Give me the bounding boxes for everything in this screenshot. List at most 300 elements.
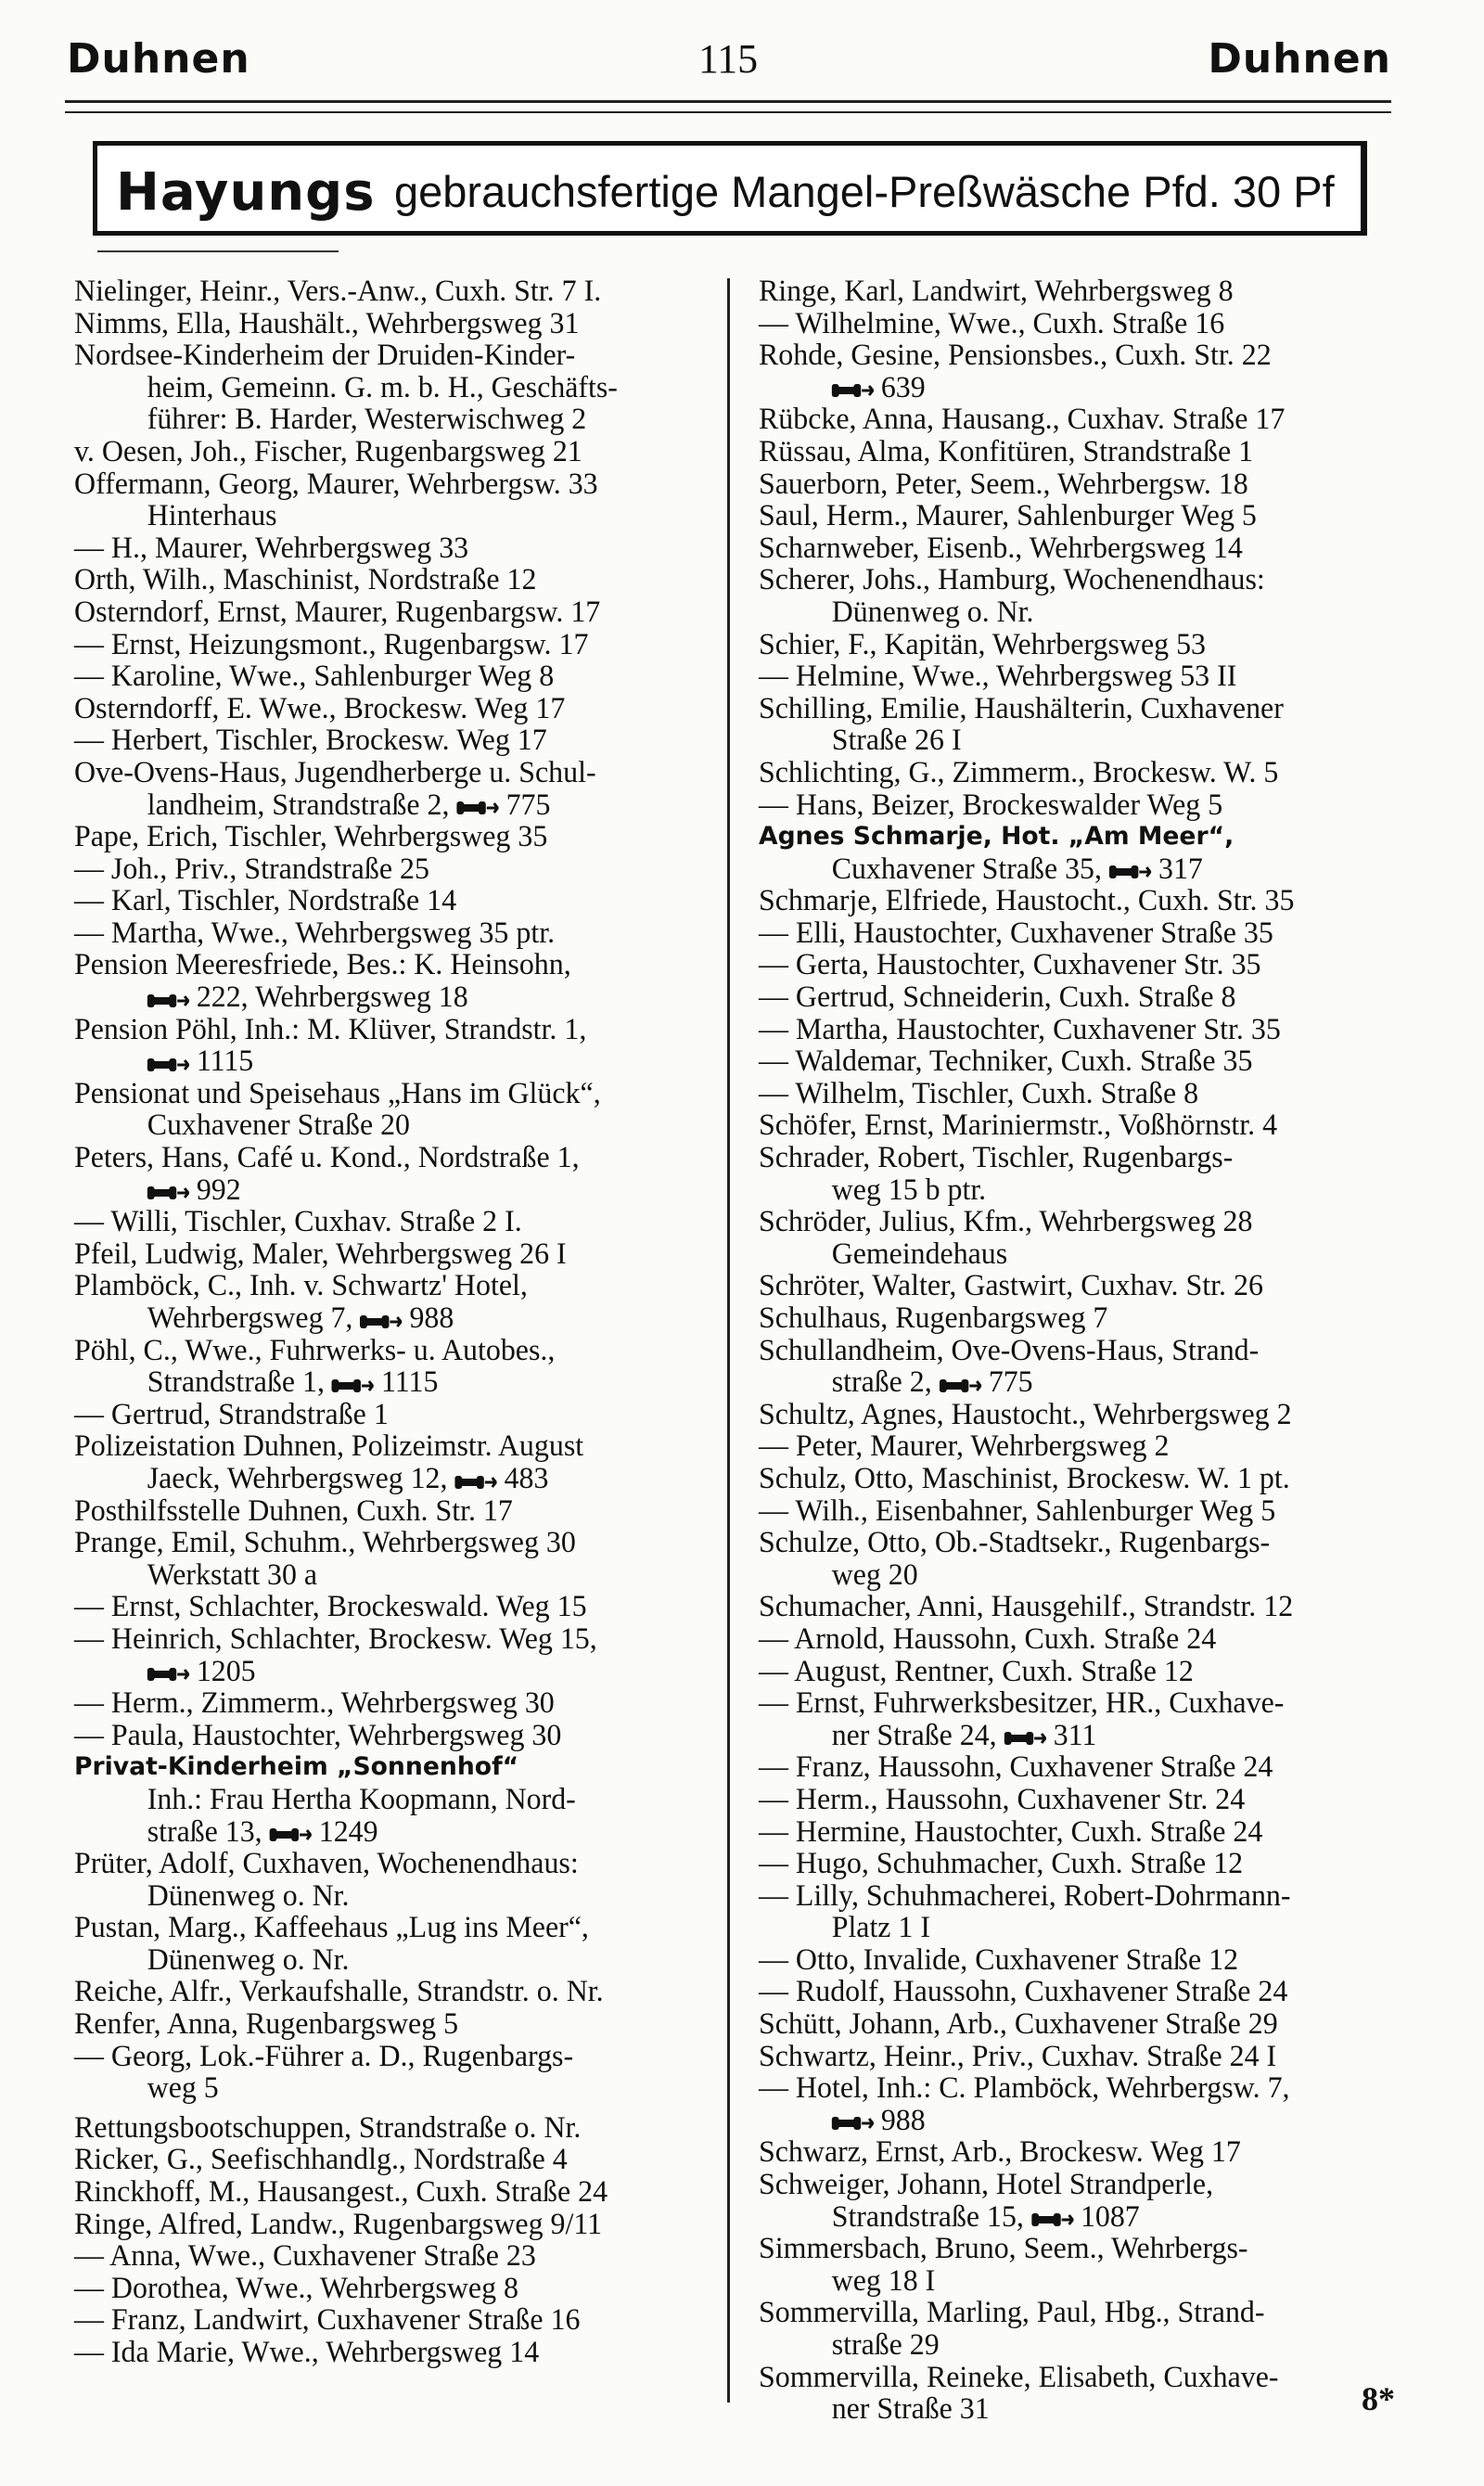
directory-entry-line <box>759 500 1399 532</box>
telephone-icon <box>270 1827 312 1840</box>
directory-entry-line <box>759 1238 1398 1271</box>
telephone-icon <box>147 993 189 1006</box>
entry-text: weg 18 I <box>831 2263 936 2298</box>
entry-text: — Hermine, Haustochter, Cuxh. Straße 24 <box>759 1814 1263 1849</box>
phone-number: 1205 <box>196 1654 256 1688</box>
directory-entry-line <box>74 2112 714 2145</box>
directory-entry-line <box>759 340 1399 372</box>
entry-text: — Anna, Wwe., Cuxhavener Straße 23 <box>74 2239 536 2274</box>
entry-text: Scherer, Johs., Hamburg, Wochenendhaus: <box>759 563 1265 597</box>
directory-entry-line <box>759 757 1399 789</box>
directory-entry-line <box>759 981 1399 1014</box>
phone-number: 1115 <box>381 1365 439 1400</box>
directory-entry-line <box>74 1142 714 1174</box>
directory-entry-line <box>759 2008 1399 2041</box>
entry-text: — Franz, Haussohn, Cuxhavener Straße 24 <box>759 1750 1273 1785</box>
column-divider <box>727 278 730 2403</box>
directory-entry-line <box>74 724 714 757</box>
directory-entry-line <box>759 1751 1399 1784</box>
entry-text: Pension Pöhl, Inh.: M. Klüver, Strandstr. 1, <box>74 1012 587 1046</box>
entry-text: — Elli, Haustochter, Cuxhavener Straße 35 <box>759 916 1273 950</box>
entry-text: Sommervilla, Marling, Paul, Hbg., Strand- <box>759 2296 1265 2330</box>
entry-text: Dünenweg o. Nr. <box>147 1878 350 1913</box>
directory-entry-line <box>74 1078 714 1110</box>
telephone-icon <box>1109 865 1151 878</box>
entry-text: Schrader, Robert, Tischler, Rugenbargs- <box>759 1141 1234 1175</box>
directory-entry-line <box>759 1720 1398 1752</box>
directory-entry-line <box>74 2304 714 2337</box>
entry-text: Schwarz, Ernst, Arb., Brockesw. Weg 17 <box>759 2135 1241 2170</box>
entry-text: Ricker, G., Seefischhandlg., Nordstraße 4 <box>74 2143 568 2177</box>
entry-text: Renfer, Anna, Rugenbargsweg 5 <box>74 2007 459 2042</box>
directory-entry-line <box>74 2144 714 2176</box>
telephone-icon <box>1031 2212 1073 2225</box>
telephone-icon <box>360 1314 402 1327</box>
entry-text: Osterndorf, Ernst, Maurer, Rugenbargsw. 17 <box>74 595 601 629</box>
directory-entry-line <box>759 724 1398 757</box>
directory-entry-line <box>74 2240 714 2273</box>
entry-text: — Helmine, Wwe., Wehrbergsweg 53 II <box>759 660 1237 694</box>
directory-entry-line <box>759 1463 1399 1495</box>
directory-entry-line <box>74 1912 714 1944</box>
signature-mark: 8* <box>1362 2380 1395 2417</box>
directory-entry-line <box>74 2273 714 2305</box>
directory-entry-line <box>759 885 1399 917</box>
phone-number: 1087 <box>1080 2199 1140 2234</box>
entry-text: — Lilly, Schuhmacherei, Robert-Dohrmann- <box>759 1878 1291 1913</box>
entry-text: Rohde, Gesine, Pensionsbes., Cuxh. Str. 22 <box>759 339 1272 373</box>
entry-text: — Waldemar, Techniker, Cuxh. Straße 35 <box>759 1044 1253 1079</box>
directory-entry-line <box>759 2072 1399 2105</box>
telephone-icon <box>147 1667 189 1680</box>
directory-entry-line <box>74 276 714 308</box>
entry-text: Pöhl, C., Wwe., Fuhrwerks- u. Autobes., <box>74 1333 556 1367</box>
entry-text: Schlichting, G., Zimmerm., Brockesw. W. 5 <box>759 755 1279 789</box>
entry-text: Ove-Ovens-Haus, Jugendherberge u. Schul- <box>74 755 596 789</box>
entry-text: Saul, Herm., Maurer, Sahlenburger Weg 5 <box>759 499 1257 533</box>
entry-text: Hinterhaus <box>147 499 277 533</box>
entry-text: — Karoline, Wwe., Sahlenburger Weg 8 <box>74 660 555 694</box>
directory-entry-line <box>759 1430 1399 1463</box>
phone-number: 775 <box>505 788 551 822</box>
directory-entry-line <box>74 340 714 372</box>
entry-text: — Herm., Zimmerm., Wehrbergsweg 30 <box>74 1686 555 1721</box>
entry-text: Schulz, Otto, Maschinist, Brockesw. W. 1 pt. <box>759 1461 1290 1495</box>
directory-entry-line <box>74 949 714 981</box>
entry-text: Schullandheim, Ove-Ovens-Haus, Strand- <box>759 1333 1260 1367</box>
directory-entry-line <box>74 1238 714 1271</box>
entry-text: — Herm., Haussohn, Cuxhavener Str. 24 <box>759 1782 1246 1816</box>
directory-entry-line <box>759 2329 1398 2362</box>
entry-text: Simmersbach, Bruno, Seem., Wehrbergs- <box>759 2232 1248 2266</box>
telephone-icon <box>1004 1731 1046 1744</box>
entry-text: straße 2, <box>831 1365 932 1400</box>
entry-text: straße 29 <box>831 2328 940 2362</box>
entry-text: weg 20 <box>831 1557 918 1592</box>
phone-number: 775 <box>988 1365 1033 1400</box>
directory-entry-line <box>759 468 1399 501</box>
entry-text: v. Oesen, Joh., Fischer, Rugenbargsweg 21 <box>74 434 582 468</box>
directory-entry-line <box>74 1751 714 1784</box>
entry-text: Cuxhavener Straße 35, <box>831 852 1102 886</box>
entry-text: — Rudolf, Haussohn, Cuxhavener Straße 24 <box>759 1975 1288 2009</box>
entry-text: Pape, Erich, Tischler, Wehrbergsweg 35 <box>74 820 548 854</box>
telephone-icon <box>332 1378 374 1391</box>
entry-text: Prüter, Adolf, Cuxhaven, Wochenendhaus: <box>74 1847 579 1881</box>
entry-text: — H., Maurer, Wehrbergsweg 33 <box>74 531 469 565</box>
directory-entry-line <box>74 885 714 917</box>
entry-text: — Paula, Haustochter, Wehrbergsweg 30 <box>74 1718 562 1752</box>
entry-text: Schilling, Emilie, Haushälterin, Cuxhavener <box>759 691 1284 725</box>
directory-entry-line <box>74 2337 714 2369</box>
entry-text: Nordsee-Kinderheim der Druiden-Kinder- <box>74 339 576 373</box>
entry-text: Ringe, Karl, Landwirt, Wehrbergsweg 8 <box>759 275 1234 308</box>
entry-text: Pensionat und Speisehaus „Hans im Glück“, <box>74 1076 601 1110</box>
directory-entry-line <box>74 500 713 532</box>
entry-text: Inh.: Frau Hertha Koopmann, Nord- <box>147 1782 576 1816</box>
phone-number: 992 <box>196 1173 241 1207</box>
entry-text: — Hotel, Inh.: C. Plamböck, Wehrbergsw. 7, <box>759 2071 1290 2106</box>
entry-text: Scharnweber, Eisenb., Wehrbergsweg 14 <box>759 531 1243 565</box>
entry-text: Offermann, Georg, Maurer, Wehrbergsw. 33 <box>74 467 598 501</box>
telephone-icon <box>147 1057 189 1070</box>
entry-text: — August, Rentner, Cuxh. Straße 12 <box>759 1654 1194 1688</box>
directory-entry-line <box>74 1687 714 1720</box>
directory-entry-line <box>74 2176 714 2209</box>
entry-text: Rettungsbootschuppen, Strandstraße o. Nr. <box>74 2110 582 2145</box>
phone-number: 311 <box>1053 1718 1097 1752</box>
directory-entry-line <box>74 2072 713 2105</box>
entry-text: Schier, F., Kapitän, Wehrbergsweg 53 <box>759 627 1207 661</box>
directory-entry-line <box>759 1880 1399 1913</box>
entry-text: Wehrbergsweg 7, <box>147 1301 353 1335</box>
entry-text: heim, Gemeinn. G. m. b. H., Geschäfts- <box>147 370 618 404</box>
directory-entry-line <box>759 532 1399 565</box>
entry-text: landheim, Strandstraße 2, <box>147 788 450 822</box>
directory-entry-line <box>759 1816 1399 1849</box>
entry-text: weg 5 <box>147 2071 219 2106</box>
phone-number: 988 <box>409 1301 454 1335</box>
entry-text: — Ernst, Fuhrwerksbesitzer, HR., Cuxhave- <box>759 1686 1285 1721</box>
header-rule-thin <box>65 111 1391 113</box>
directory-entry-line <box>759 2201 1398 2234</box>
entry-text: Agnes Schmarje, Hot. „Am Meer“, <box>759 822 1235 852</box>
entry-text: — Wilhelmine, Wwe., Cuxh. Straße 16 <box>759 306 1225 340</box>
directory-entry-line <box>759 2362 1399 2394</box>
ad-underline <box>97 250 339 252</box>
entry-text: — Joh., Priv., Strandstraße 25 <box>74 852 429 886</box>
directory-entry-line <box>74 1430 714 1463</box>
directory-entry-line <box>74 436 714 468</box>
entry-text: Dünenweg o. Nr. <box>147 1942 350 1977</box>
entry-text: Nielinger, Heinr., Vers.-Anw., Cuxh. Str. 7 I. <box>74 275 602 308</box>
directory-entry-line <box>759 1206 1399 1238</box>
directory-entry-line <box>759 1944 1399 1977</box>
entry-text: Pension Meeresfriede, Bes.: K. Heinsohn, <box>74 948 571 982</box>
directory-entry-line <box>74 1848 714 1880</box>
entry-text: führer: B. Harder, Westerwischweg 2 <box>147 403 587 437</box>
entry-text: Peters, Hans, Café u. Kond., Nordstraße 1, <box>74 1141 580 1175</box>
phone-number: 483 <box>504 1461 549 1495</box>
entry-text: Schweiger, Johann, Hotel Strandperle, <box>759 2168 1214 2202</box>
directory-entry-line <box>759 1366 1398 1399</box>
directory-entry-line <box>74 1045 713 1078</box>
directory-entry-line <box>759 853 1398 886</box>
phone-number: 988 <box>880 2103 926 2137</box>
entry-text: ner Straße 24, <box>831 1718 997 1752</box>
header-rule <box>65 100 1391 103</box>
directory-entry-line <box>759 660 1399 693</box>
directory-entry-line <box>759 404 1399 436</box>
entry-text: — Willi, Tischler, Cuxhav. Straße 2 I. <box>74 1205 522 1239</box>
directory-entry-line <box>759 1142 1399 1174</box>
entry-text: Reiche, Alfr., Verkaufshalle, Strandstr. o. Nr. <box>74 1975 604 2009</box>
entry-text: Jaeck, Wehrbergsweg 12, <box>147 1461 448 1495</box>
left-column <box>74 276 723 2369</box>
entry-text: — Dorothea, Wwe., Wehrbergsweg 8 <box>74 2271 519 2305</box>
telephone-icon <box>832 2116 874 2129</box>
entry-text: Privat-Kinderheim „Sonnenhof“ <box>74 1752 519 1782</box>
entry-text: Osterndorff, E. Wwe., Brockesw. Weg 17 <box>74 691 566 725</box>
entry-text: Schöfer, Ernst, Mariniermstr., Voßhörnstr. 4 <box>759 1108 1278 1143</box>
entry-text: Plamböck, C., Inh. v. Schwartz' Hotel, <box>74 1269 528 1303</box>
phone-number: 1249 <box>318 1814 378 1849</box>
directory-entry-line <box>759 1302 1399 1335</box>
entry-text: Platz 1 I <box>831 1911 930 1945</box>
entry-text: — Ernst, Heizungsmont., Rugenbargsw. 17 <box>74 627 589 661</box>
right-column <box>759 276 1408 2426</box>
entry-text: — Hugo, Schuhmacher, Cuxh. Straße 12 <box>759 1847 1244 1881</box>
directory-entry-line <box>74 1463 713 1495</box>
directory-entry-line <box>759 596 1398 629</box>
entry-text: Nimms, Ella, Haushält., Wehrbergsweg 31 <box>74 306 580 340</box>
directory-entry-line <box>759 693 1399 725</box>
entry-text: — Ida Marie, Wwe., Wehrbergsweg 14 <box>74 2336 540 2369</box>
phone-number: 639 <box>880 370 926 404</box>
directory-entry-line <box>759 1399 1399 1431</box>
directory-entry-line <box>759 821 1399 853</box>
directory-entry-line <box>759 2105 1398 2137</box>
entry-text: — Gertrud, Strandstraße 1 <box>74 1397 389 1431</box>
directory-entry-line <box>74 853 714 886</box>
entry-text: Cuxhavener Straße 20 <box>147 1108 410 1143</box>
directory-entry-line <box>759 2297 1399 2329</box>
directory-entry-line <box>759 1270 1399 1302</box>
entry-text: Strandstraße 1, <box>147 1365 325 1400</box>
telephone-icon <box>147 1185 189 1198</box>
page-header <box>65 35 1391 91</box>
directory-entry-line <box>759 1045 1399 1078</box>
entry-text: Dünenweg o. Nr. <box>831 595 1034 629</box>
telephone-icon <box>456 801 498 814</box>
directory-entry-line <box>74 1495 714 1528</box>
ad-brand: Hayungs <box>116 162 376 223</box>
entry-text: — Heinrich, Schlachter, Brockesw. Weg 15, <box>74 1621 597 1656</box>
entry-text: Schröter, Walter, Gastwirt, Cuxhav. Str. 26 <box>759 1269 1263 1303</box>
directory-entry-line <box>759 1495 1399 1528</box>
directory-entry-line <box>759 1014 1399 1046</box>
directory-entry-line <box>74 981 713 1014</box>
directory-entry-line <box>74 1109 713 1142</box>
directory-entry-line <box>74 693 714 725</box>
directory-entry-line <box>759 1687 1399 1720</box>
entry-text: straße 13, <box>147 1814 262 1849</box>
directory-entry-line <box>74 468 714 501</box>
directory-entry-line <box>74 1784 713 1816</box>
entry-text: — Peter, Maurer, Wehrbergsweg 2 <box>759 1429 1170 1464</box>
entry-text: Straße 26 I <box>831 724 962 758</box>
directory-entry-line <box>759 1591 1399 1623</box>
advertisement-box <box>93 141 1367 236</box>
entry-text: — Hans, Beizer, Brockeswalder Weg 5 <box>759 788 1223 822</box>
entry-text: Pfeil, Ludwig, Maler, Wehrbergsweg 26 I <box>74 1237 567 1271</box>
entry-text: Prange, Emil, Schuhm., Wehrbergsweg 30 <box>74 1526 576 1560</box>
entry-text: Ringe, Alfred, Landw., Rugenbargsweg 9/11 <box>74 2207 603 2241</box>
directory-entry-line <box>74 1527 714 1559</box>
directory-entry-line <box>74 1976 714 2008</box>
directory-entry-line <box>759 2233 1399 2265</box>
telephone-icon <box>454 1475 496 1488</box>
directory-entry-line <box>759 789 1399 822</box>
directory-entry-line <box>74 821 714 853</box>
entry-text: Schultz, Agnes, Haustocht., Wehrbergsweg 2 <box>759 1397 1292 1431</box>
phone-number: 317 <box>1158 852 1203 886</box>
directory-entry-line <box>74 757 714 789</box>
entry-text: Schwartz, Heinr., Priv., Cuxhav. Straße 24 I <box>759 2039 1277 2073</box>
directory-entry-line <box>74 2008 714 2041</box>
directory-entry-line <box>759 1623 1399 1656</box>
entry-text: Pustan, Marg., Kaffeehaus „Lug ins Meer“, <box>74 1911 589 1945</box>
phone-number: 1115 <box>196 1044 254 1079</box>
directory-entry-line <box>759 1848 1399 1880</box>
directory-entry-line <box>759 629 1399 661</box>
directory-entry-line <box>74 1720 714 1752</box>
telephone-icon <box>832 383 874 396</box>
directory-entry-line <box>74 532 714 565</box>
entry-text: Rübcke, Anna, Hausang., Cuxhav. Straße 17 <box>759 403 1286 437</box>
directory-entry-line <box>74 1880 713 1913</box>
directory-entry-line <box>74 308 714 340</box>
directory-entry-line <box>74 1591 714 1623</box>
directory-entry-line <box>759 2041 1399 2073</box>
directory-entry-line <box>759 1335 1399 1367</box>
directory-entry-line <box>759 2136 1399 2169</box>
directory-entry-line <box>759 564 1399 596</box>
directory-entry-line <box>759 308 1399 340</box>
directory-entry-line <box>759 1109 1399 1142</box>
entry-text: Schmarje, Elfriede, Haustocht., Cuxh. Str. 35 <box>759 884 1295 918</box>
entry-text: Schröder, Julius, Kfm., Wehrbergsweg 28 <box>759 1205 1253 1239</box>
directory-entry-line <box>74 1174 713 1207</box>
directory-entry-line <box>74 1366 713 1399</box>
directory-entry-line <box>759 276 1399 308</box>
directory-entry-line <box>759 1976 1399 2008</box>
entry-text: Sauerborn, Peter, Seem., Wehrbergsw. 18 <box>759 467 1248 501</box>
entry-text: Strandstraße 15, <box>831 2199 1024 2234</box>
entry-text: — Karl, Tischler, Nordstraße 14 <box>74 884 457 918</box>
directory-entry-line <box>759 1784 1399 1816</box>
entry-text: — Martha, Haustochter, Cuxhavener Str. 35 <box>759 1012 1281 1046</box>
directory-entry-line <box>74 2209 714 2241</box>
directory-entry-line <box>759 372 1398 404</box>
telephone-icon <box>940 1378 981 1391</box>
entry-text: Rüssau, Alma, Konfitüren, Strandstraße 1 <box>759 434 1254 468</box>
entry-text: Sommervilla, Reineke, Elisabeth, Cuxhave- <box>759 2360 1279 2394</box>
entry-text: Schulze, Otto, Ob.-Stadtsekr., Rugenbargs- <box>759 1526 1271 1560</box>
ad-text: gebrauchsfertige Mangel-Preßwäsche Pfd. 30 Pf <box>394 167 1335 216</box>
entry-text: — Ernst, Schlachter, Brockeswald. Weg 15 <box>74 1590 587 1624</box>
entry-text: Schulhaus, Rugenbargsweg 7 <box>759 1301 1108 1335</box>
directory-entry-line <box>759 1527 1399 1559</box>
entry-text: — Martha, Wwe., Wehrbergsweg 35 ptr. <box>74 916 556 950</box>
directory-entry-line <box>759 2265 1398 2298</box>
directory-entry-line <box>74 372 713 404</box>
directory-entry-line <box>759 1078 1399 1110</box>
directory-entry-line <box>759 436 1399 468</box>
directory-entry-line <box>759 1174 1398 1207</box>
directory-entry-line <box>74 564 714 596</box>
directory-entry-line <box>74 1302 713 1335</box>
entry-text: — Otto, Invalide, Cuxhavener Straße 12 <box>759 1942 1239 1977</box>
entry-text: Schütt, Johann, Arb., Cuxhavener Straße 29 <box>759 2007 1278 2042</box>
entry-text: ner Straße 31 <box>831 2392 990 2427</box>
directory-entry-line <box>759 917 1399 950</box>
entry-text: — Herbert, Tischler, Brockesw. Weg 17 <box>74 724 547 758</box>
entry-text: — Arnold, Haussohn, Cuxh. Straße 24 <box>759 1621 1217 1656</box>
directory-entry-line <box>74 1816 713 1849</box>
directory-entry-line <box>74 2041 714 2073</box>
directory-entry-line <box>759 2393 1398 2426</box>
directory-entry-line <box>74 1399 714 1431</box>
entry-text: — Wilh., Eisenbahner, Sahlenburger Weg 5 <box>759 1493 1276 1528</box>
entry-text: Gemeindehaus <box>831 1237 1008 1271</box>
directory-entry-line <box>74 1206 714 1238</box>
entry-text: Polizeistation Duhnen, Polizeimstr. August <box>74 1429 584 1464</box>
directory-entry-line <box>759 1656 1399 1688</box>
entry-text: Posthilfsstelle Duhnen, Cuxh. Str. 17 <box>74 1493 513 1528</box>
directory-entry-line <box>74 596 714 629</box>
entry-text: — Gertrud, Schneiderin, Cuxh. Straße 8 <box>759 980 1236 1015</box>
entry-text: — Georg, Lok.-Führer a. D., Rugenbargs- <box>74 2039 574 2073</box>
directory-entry-line <box>74 917 714 950</box>
entry-text: — Gerta, Haustochter, Cuxhavener Str. 35 <box>759 948 1261 982</box>
directory-entry-line <box>74 1014 714 1046</box>
entry-text: Schumacher, Anni, Hausgehilf., Strandstr. 12 <box>759 1590 1294 1624</box>
directory-entry-line <box>759 1559 1398 1592</box>
directory-entry-line <box>74 1270 714 1302</box>
page-number: 115 <box>697 36 759 82</box>
directory-entry-line <box>759 1912 1398 1944</box>
header-right-title: Duhnen <box>1208 35 1391 83</box>
directory-entry-line <box>74 1656 713 1688</box>
directory-entry-line <box>74 789 713 822</box>
entry-text: weg 15 b ptr. <box>831 1173 987 1207</box>
entry-text: Rinckhoff, M., Hausangest., Cuxh. Straße 24 <box>74 2175 608 2210</box>
directory-entry-line <box>759 2169 1399 2201</box>
directory-entry-line <box>74 1335 714 1367</box>
entry-text: Werkstatt 30 a <box>147 1557 318 1592</box>
directory-entry-line <box>74 629 714 661</box>
directory-entry-line <box>74 404 713 436</box>
directory-entry-line <box>74 660 714 693</box>
directory-entry-line <box>74 1623 714 1656</box>
entry-text: Orth, Wilh., Maschinist, Nordstraße 12 <box>74 563 537 597</box>
directory-entry-line <box>759 949 1399 981</box>
header-left-title: Duhnen <box>67 35 250 83</box>
entry-text: — Wilhelm, Tischler, Cuxh. Straße 8 <box>759 1076 1199 1110</box>
directory-entry-line <box>74 1944 713 1977</box>
phone-number: 222, Wehrbergsweg 18 <box>196 980 468 1015</box>
